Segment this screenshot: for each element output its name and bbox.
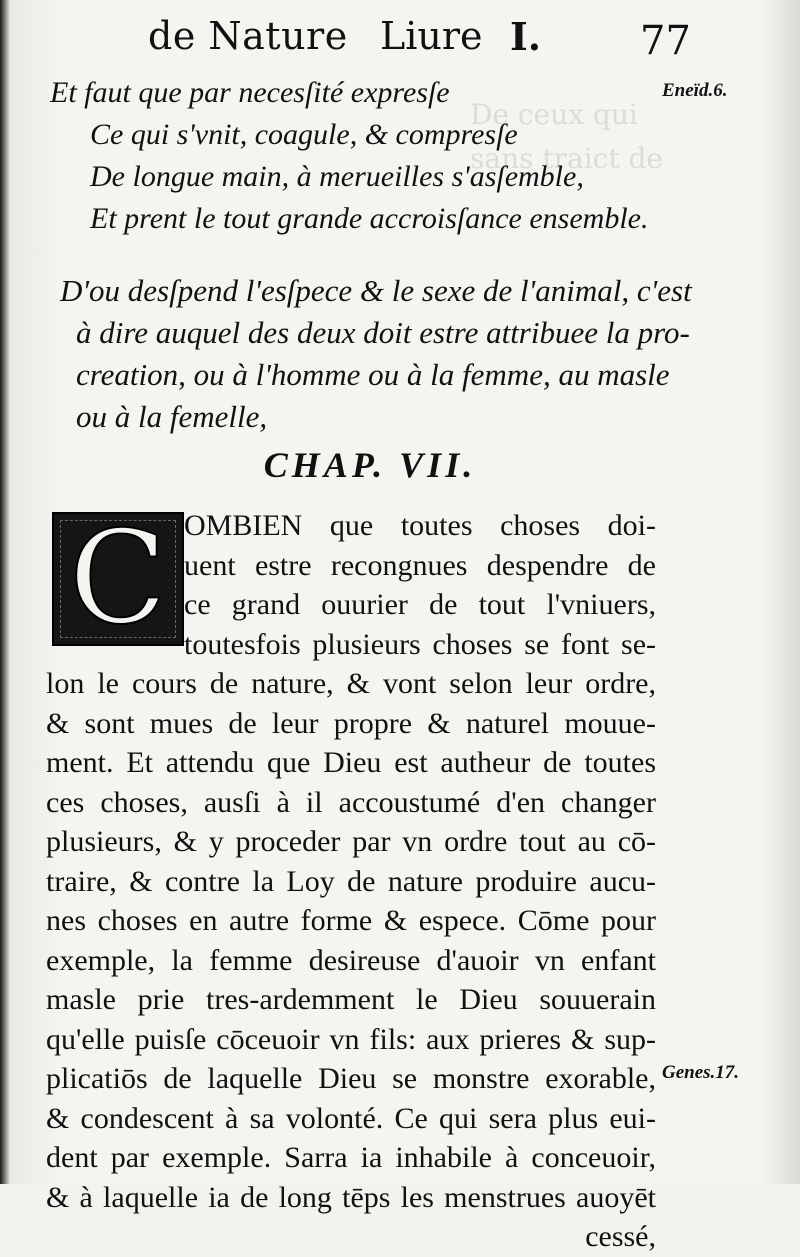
verse-line: Et prent le tout grande accroisſance ensemble.	[90, 202, 649, 235]
body-line: ces choses, ausſi à il accoustumé d'en changer	[46, 785, 656, 819]
summary-line: à dire auquel des deux doit estre attribuee la pro-	[76, 315, 690, 350]
verse-line: De longue main, à merueilles s'asſemble,	[90, 160, 584, 193]
chapter-heading-text: CHAP. VII.	[263, 445, 477, 485]
summary-line: creation, ou à l'homme ou à la femme, au masle	[76, 357, 670, 392]
body-line: OMBIEN que toutes choses doi-	[184, 509, 656, 542]
margin-note-genesis: Genes.17.	[662, 1062, 740, 1083]
verse-line: Ce qui s'vnit, coagule, & compresſe	[90, 118, 518, 151]
body-line: nes choses en autre forme & espece. Cōme pour	[46, 904, 656, 937]
body-line: & condescent à sa volonté. Ce qui sera plus eui-	[46, 1101, 656, 1135]
page-number: 77	[640, 18, 691, 64]
running-header	[0, 8, 800, 68]
body-line: lon le cours de nature, & vont selon leur ordre,	[46, 667, 656, 700]
body-line: & sont mues de leur propre & naturel mouue-	[46, 706, 656, 740]
initial-letter: C	[69, 512, 167, 646]
chapter-summary	[60, 270, 692, 438]
body-line: cessé,	[585, 1220, 656, 1253]
body-line: toutesfois plusieurs choses se font se-	[184, 627, 656, 661]
book-word: Liure	[380, 14, 483, 58]
verse-quotation	[50, 72, 670, 240]
body-line: uent estre recongnues despendre de	[184, 548, 656, 582]
verse-line: Et faut que par necesſité expresſe	[50, 76, 450, 109]
summary-line: ou à la femelle,	[76, 399, 268, 434]
body-line: plicatiōs de laquelle Dieu se monstre exorable,	[46, 1062, 656, 1095]
body-line: masle prie tres-ardemment le Dieu souuerain	[46, 983, 656, 1016]
body-line: & à laquelle ia de long tēps les menstrues auoyēt	[46, 1180, 656, 1214]
chapter-heading	[0, 444, 800, 486]
body-line: ce grand ouurier de tout l'vniuers,	[184, 588, 656, 621]
body-line: traire, & contre la Loy de nature produire aucu-	[46, 864, 656, 898]
body-line: dent par exemple. Sarra ia inhabile à conceuoir,	[46, 1141, 656, 1174]
body-line: qu'elle puisſe cōceuoir vn fils: aux prieres & sup-	[46, 1022, 656, 1056]
body-line: exemple, la femme desireuse d'auoir vn enfant	[46, 943, 656, 977]
show-through-text: De ceux qui	[470, 98, 638, 131]
show-through-text: sans traict de	[470, 142, 663, 175]
chapter-body	[46, 506, 656, 1257]
summary-line: D'ou desſpend l'esſpece & le sexe de l'animal, c'est	[60, 273, 692, 308]
margin-note-aeneid: Eneïd.6.	[662, 80, 728, 101]
body-line: ment. Et attendu que Dieu est autheur de toutes	[46, 746, 656, 779]
book-number: I.	[510, 14, 542, 59]
running-title: de Nature	[148, 14, 348, 58]
body-line: plusieurs, & y proceder par vn ordre tout au cō-	[46, 825, 656, 858]
